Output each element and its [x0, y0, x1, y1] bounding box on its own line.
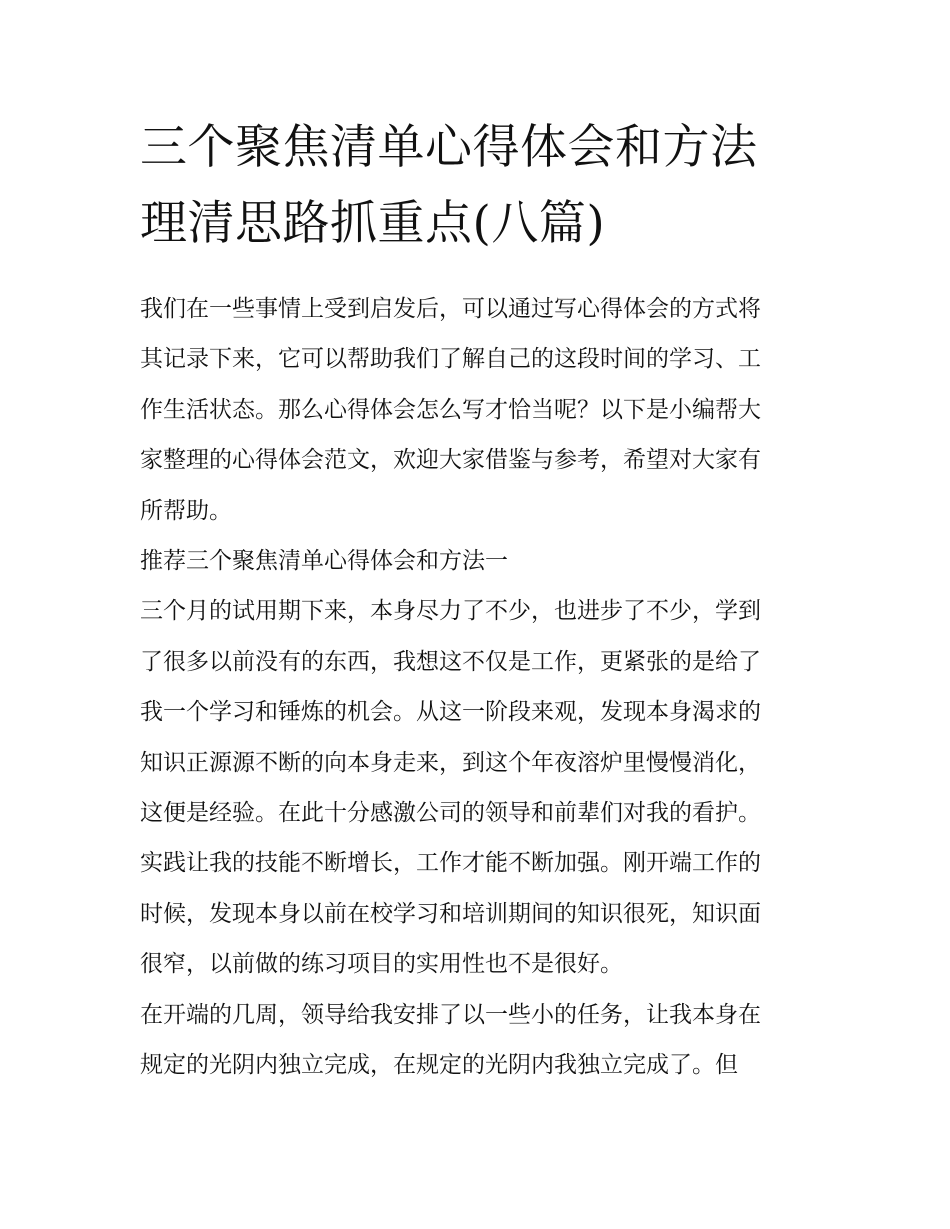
document-body — [140, 284, 820, 1091]
text-line: 规定的光阴内独立完成，在规定的光阴内我独立完成了。但 — [140, 1052, 738, 1079]
text-line: 很窄，以前做的练习项目的实用性也不是很好。 — [140, 951, 623, 978]
title-line: 理清思路抓重点(八篇) — [140, 196, 606, 251]
body-paragraph-3 — [140, 990, 820, 1091]
text-line: 所帮助。 — [140, 497, 232, 524]
title-line: 三个聚焦清单心得体会和方法 — [140, 120, 758, 175]
text-line: 作生活状态。那么心得体会怎么写才恰当呢？以下是小编帮大 — [140, 396, 761, 423]
text-line: 我们在一些事情上受到启发后，可以通过写心得体会的方式将 — [140, 296, 761, 322]
body-paragraph-2 — [140, 838, 820, 989]
text-line: 我一个学习和锤炼的机会。从这一阶段来观，发现本身渴求的 — [140, 699, 761, 726]
text-line: 其记录下来，它可以帮助我们了解自己的这段时间的学习、工 — [140, 346, 761, 373]
text-line: 实践让我的技能不断增长，工作才能不断加强。刚开端工作的 — [140, 850, 761, 877]
text-line: 在开端的几周，领导给我安排了以一些小的任务，让我本身在 — [140, 1001, 761, 1028]
intro-paragraph — [140, 284, 820, 536]
text-line: 知识正源源不断的向本身走来，到这个年夜溶炉里慢慢消化， — [140, 749, 761, 776]
text-line: 三个月的试用期下来，本身尽力了不少，也进步了不少，学到 — [140, 598, 761, 625]
text-line: 时候，发现本身以前在校学习和培训期间的知识很死，知识面 — [140, 900, 761, 927]
body-paragraph-1 — [140, 586, 820, 838]
text-line: 家整理的心得体会范文，欢迎大家借鉴与参考，希望对大家有 — [140, 447, 761, 474]
document-content — [140, 110, 820, 1091]
text-line: 这便是经验。在此十分感激公司的领导和前辈们对我的看护。 — [140, 800, 761, 827]
section-heading — [140, 536, 820, 586]
text-line: 了很多以前没有的东西，我想这不仅是工作，更紧张的是给了 — [140, 648, 761, 675]
document-title — [140, 110, 820, 262]
text-line: 推荐三个聚焦清单心得体会和方法一 — [140, 548, 508, 575]
